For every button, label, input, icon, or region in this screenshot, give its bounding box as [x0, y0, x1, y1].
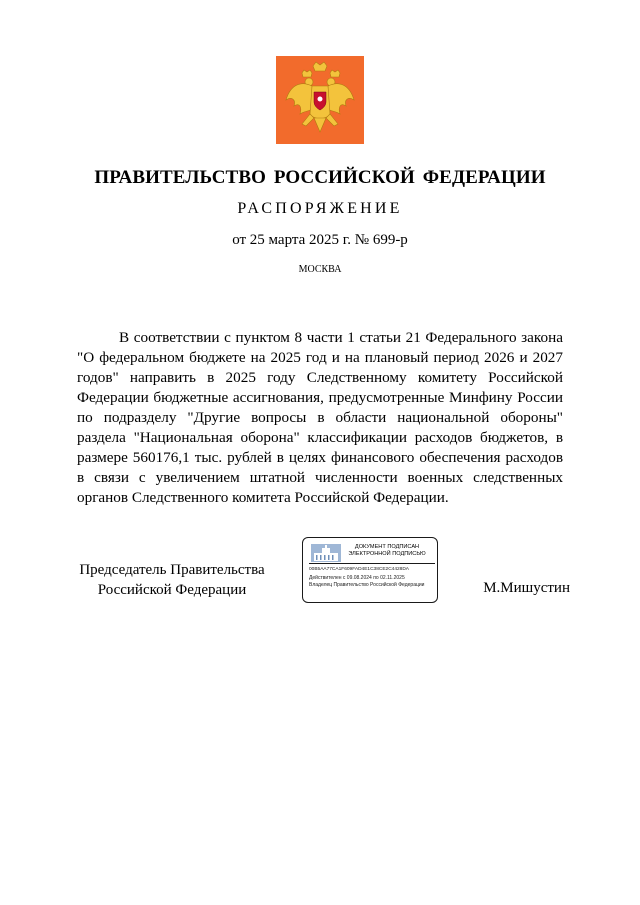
certificate-validity: Действителен с 09.08.2024 по 02.11.2025 — [309, 575, 405, 581]
signatory-position-line-2: Российской Федерации — [97, 582, 247, 598]
certificate-owner: Владелец Правительство Российской Федерации — [309, 582, 425, 588]
stamp-title — [341, 544, 433, 558]
signatory-position — [74, 560, 270, 600]
order-body-text: В соответствии с пунктом 8 части 1 статьи 21 Федерального закона "О федеральном бюджете на 2025 год и на плановый период 2026 и 2027 годов" направить в 2025 году Следственному комитету Российской Федерации бюджетные ассигнования, предусмотренные Минфину России по подразделу "Другие вопросы в области национальной обороны" раздела "Национальная оборона" классификации расходов бюджетов, в размере 560176,1 тыс. рублей в целях финансового обеспечения расходов в связи с увеличением штатной численности военных следственных органов Следственного комитета Российской Федерации. — [77, 329, 563, 506]
stamp-title-line-2: ЭЛЕКТРОННОЙ ПОДПИСЬЮ — [348, 551, 426, 557]
document-type: РАСПОРЯЖЕНИЕ — [237, 200, 403, 217]
signatory-position-line-1: Председатель Правительства — [79, 562, 265, 578]
stamp-divider — [309, 563, 435, 564]
government-building-icon — [311, 544, 341, 562]
coat-of-arms-emblem — [276, 56, 364, 144]
stamp-title-line-1: ДОКУМЕНТ ПОДПИСАН — [354, 544, 420, 550]
certificate-serial: 00B5AA77CA1F609FAD4E1C38CE2C4428DA — [309, 567, 409, 572]
russian-coat-of-arms-icon — [276, 56, 364, 144]
signatory-name: М.Мишустин — [483, 580, 570, 596]
document-date-number: от 25 марта 2025 г. № 699-р — [232, 232, 408, 248]
electronic-signature-stamp — [302, 537, 438, 603]
document-city: МОСКВА — [298, 264, 342, 275]
government-title: ПРАВИТЕЛЬСТВО РОССИЙСКОЙ ФЕДЕРАЦИИ — [94, 167, 546, 188]
